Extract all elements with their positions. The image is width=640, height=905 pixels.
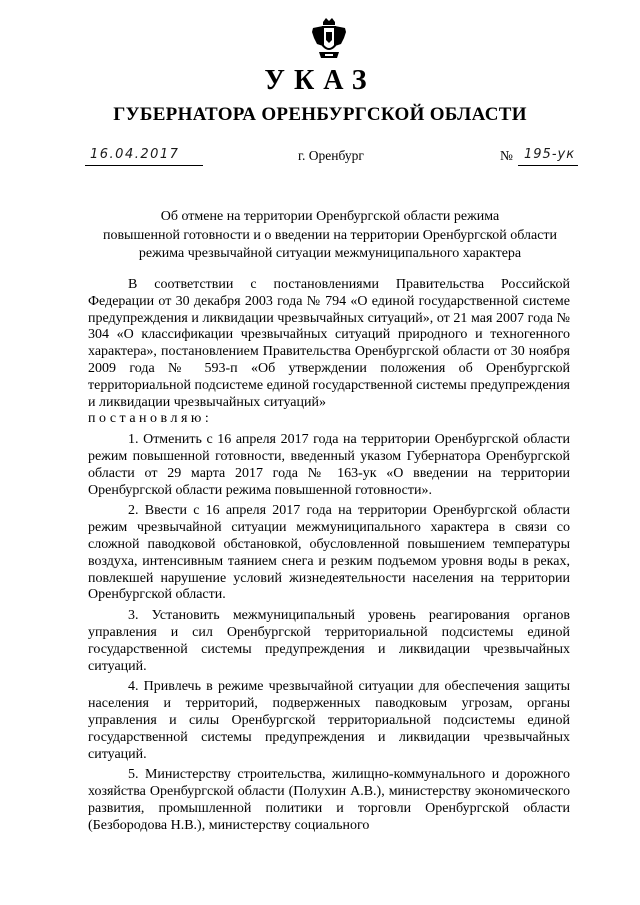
decree-word: постановляю: — [88, 411, 213, 427]
decree-city: г. Оренбург — [298, 148, 364, 163]
date-underline — [85, 165, 203, 166]
item-paragraph-4: 4. Привлечь в режиме чрезвычайной ситуации для обеспечения защиты населения и территорий, подверженных паводковым угрозам, органы управления и силы Оренбургской территориальной подсистемы единой государственной системы предупреждения и ликвидации чрезвычайных ситуаций. — [88, 679, 570, 762]
decree-number: 195-ук — [524, 147, 576, 162]
item-paragraph-2: 2. Ввести с 16 апреля 2017 года на территории Оренбургской области режим чрезвычайной ситуации межмуниципального характера в связи со сложной паводковой обстановкой, обусловленной повышением температуры воздуха, интенсивным таянием снега и резким подъемом уровня воды в реках, повлекшей нарушение условий жизнедеятельности населения на территории Оренбургской области. — [88, 503, 570, 603]
number-label: № — [500, 148, 513, 163]
coat-of-arms-icon — [311, 16, 347, 60]
number-underline — [518, 165, 578, 166]
item-paragraph-5: 5. Министерству строительства, жилищно-коммунального и дорожного хозяйства Оренбургской области (Полухин А.В.), министерству экономического развития, промышленной политики и торговли Оренбургской области (Безбородова Н.В.), министерству социального — [88, 767, 570, 833]
issuer-title: ГУБЕРНАТОРА ОРЕНБУРГСКОЙ ОБЛАСТИ — [113, 104, 527, 125]
decree-date: 16.04.2017 — [90, 147, 180, 162]
document-heading-line: режима чрезвычайной ситуации межмуниципального характера — [138, 246, 522, 261]
document-body — [88, 277, 570, 835]
document-heading-line: Об отмене на территории Оренбургской области режима — [160, 209, 500, 224]
date-number-line — [0, 145, 640, 171]
preamble-paragraph: В соответствии с постановлениями Правительства Российской Федерации от 30 декабря 2003 года № 794 «О единой государственной системе предупреждения и ликвидации чрезвычайных ситуаций», от 21 мая 2007 года № 304 «О классификации чрезвычайных ситуаций природного и техногенного характера», постановлением Правительства Оренбургской области от 30 ноября 2009 года № 593-п «Об утверждении положения об Оренбургской территориальной подсистеме единой государственной системы предупреждения и ликвидации чрезвычайных ситуаций» — [88, 277, 570, 410]
item-paragraph-1: 1. Отменить с 16 апреля 2017 года на территории Оренбургской области режим повышенной готовности, введенный указом Губернатора Оренбургской области от 29 марта 2017 года № 163-ук «О введении на территории Оренбургской области режима повышенной готовности». — [88, 432, 570, 498]
document-heading — [90, 208, 570, 264]
decree-title: УКАЗ — [264, 65, 376, 96]
item-paragraph-3: 3. Установить межмуниципальный уровень реагирования органов управления и сил Оренбургской территориальной подсистемы единой государственной системы предупреждения и ликвидации чрезвычайных ситуаций. — [88, 608, 570, 674]
document-heading-line: повышенной готовности и о введении на территории Оренбургской области — [102, 227, 558, 243]
